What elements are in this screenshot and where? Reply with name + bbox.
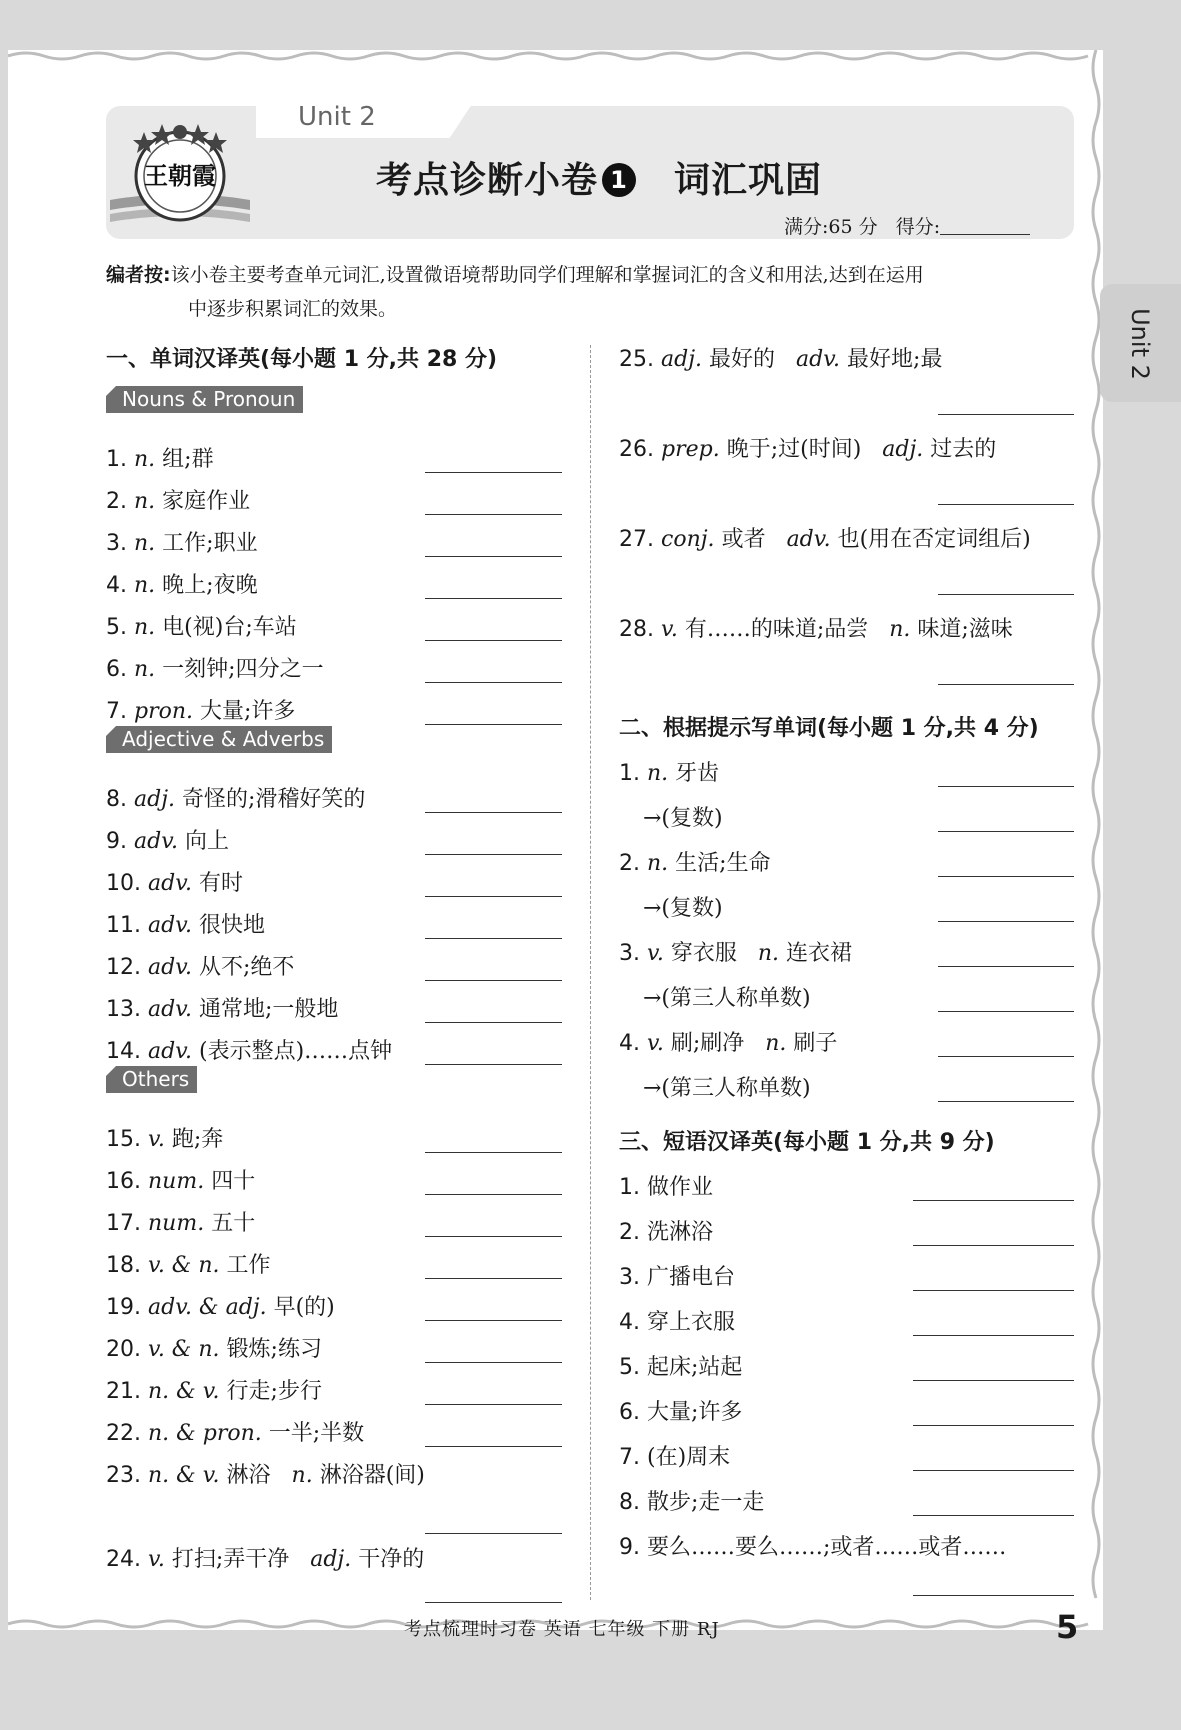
s1-item-21-number: 21. [106, 1379, 141, 1404]
s3-item-1-number: 1. [619, 1175, 640, 1200]
side-tab [1100, 284, 1181, 402]
s1-item-12-text: 从不;绝不 [199, 955, 295, 980]
s2-sub-line-3[interactable] [938, 1011, 1074, 1012]
s1-item-6-pos: n. [134, 657, 156, 682]
s3-item-1-text: 做作业 [647, 1175, 714, 1200]
s2-item-4-number: 4. [619, 1031, 640, 1056]
s1-answer-line-4[interactable] [425, 598, 562, 599]
s1-item-27-text: 或者 [721, 527, 766, 552]
s1-item-8-pos: adj. [134, 787, 176, 812]
s1-item-6-text: 一刻钟;四分之一 [162, 657, 324, 682]
s1-item-14-text: (表示整点)……点钟 [199, 1039, 393, 1064]
s1-item-21-text: 行走;步行 [226, 1379, 322, 1404]
s1-item-15-text: 跑;奔 [171, 1127, 224, 1152]
s1-answer-line-14[interactable] [425, 1064, 562, 1065]
s1-item-7-number: 7. [106, 699, 127, 724]
s1-answer-line-26[interactable] [938, 504, 1074, 505]
s1-item-5-text: 电(视)台;车站 [162, 615, 297, 640]
score-blank[interactable] [940, 216, 1030, 235]
s3-item-6 [619, 1395, 742, 1426]
s3-item-8-number: 8. [619, 1490, 640, 1515]
s2-answer-line-2[interactable] [938, 876, 1074, 877]
s1-item-10 [106, 866, 243, 897]
s1-answer-line-27[interactable] [938, 594, 1074, 595]
s3-answer-line-8[interactable] [913, 1515, 1074, 1516]
s3-answer-line-5[interactable] [913, 1380, 1074, 1381]
s3-item-7-number: 7. [619, 1445, 640, 1470]
s1-item-2-pos: n. [134, 489, 156, 514]
s1-answer-line-28[interactable] [938, 684, 1074, 685]
s1-item-15 [106, 1122, 223, 1153]
s2-answer-line-1[interactable] [938, 786, 1074, 787]
s1-item-7-text: 大量;许多 [200, 699, 296, 724]
s1-item-4-pos: n. [134, 573, 156, 598]
s1-item-3-text: 工作;职业 [162, 531, 258, 556]
s3-answer-line-3[interactable] [913, 1290, 1074, 1291]
s1-item-13-number: 13. [106, 997, 141, 1022]
s2-sub-line-4[interactable] [938, 1101, 1074, 1102]
s1-item-15-pos: v. [148, 1127, 165, 1152]
s1-item-18-pos: v. & n. [148, 1253, 220, 1278]
s1-item-23-text: 淋浴 [226, 1463, 271, 1488]
s1-item-22-pos: n. & pron. [148, 1421, 262, 1446]
s1-item-8-number: 8. [106, 787, 127, 812]
s1-item-24-pos2: adj. [310, 1547, 352, 1572]
logo-text: 王朝霞 [144, 161, 216, 190]
s1-item-23 [106, 1458, 425, 1489]
title-number-badge: 1 [602, 163, 636, 197]
s1-item-5 [106, 610, 297, 641]
editor-note-line2: 中逐步积累词汇的效果。 [188, 298, 398, 320]
s1-item-27-number: 27. [619, 527, 654, 552]
s3-item-5-number: 5. [619, 1355, 640, 1380]
s1-item-3-pos: n. [134, 531, 156, 556]
s3-answer-line-1[interactable] [913, 1200, 1074, 1201]
s1-item-23-number: 23. [106, 1463, 141, 1488]
s1-item-26-text2: 过去的 [930, 437, 997, 462]
s1-item-16 [106, 1164, 255, 1195]
s1-item-2-number: 2. [106, 489, 127, 514]
s3-answer-line-6[interactable] [913, 1425, 1074, 1426]
s3-item-4-number: 4. [619, 1310, 640, 1335]
s1-item-27 [619, 522, 1031, 553]
s3-item-1 [619, 1170, 713, 1201]
s3-item-5 [619, 1350, 742, 1381]
s2-sub-3: →(第三人称单数) [643, 986, 811, 1011]
s1-item-26-pos2: adj. [882, 437, 924, 462]
s1-item-6 [106, 652, 324, 683]
s1-item-18-number: 18. [106, 1253, 141, 1278]
s1-item-27-pos: conj. [661, 527, 715, 552]
s3-answer-line-7[interactable] [913, 1470, 1074, 1471]
s1-item-11 [106, 908, 265, 939]
s1-item-3-number: 3. [106, 531, 127, 556]
s1-answer-line-13[interactable] [425, 1022, 562, 1023]
footer-text: 考点梳理时习卷 英语 七年级 下册 RJ [404, 1619, 720, 1640]
s1-answer-line-22[interactable] [425, 1446, 562, 1447]
s3-item-4 [619, 1305, 735, 1336]
s1-item-25-pos2: adv. [796, 347, 841, 372]
s3-item-7 [619, 1440, 730, 1471]
s1-answer-line-5[interactable] [425, 640, 562, 641]
s3-item-3-number: 3. [619, 1265, 640, 1290]
s1-answer-line-2[interactable] [425, 514, 562, 515]
s2-item-2-number: 2. [619, 851, 640, 876]
s1-item-19-text: 早(的) [273, 1295, 335, 1320]
s1-item-27-text2: 也(用在否定词组后) [837, 527, 1031, 552]
s1-item-24-number: 24. [106, 1547, 141, 1572]
s1-item-10-text: 有时 [199, 871, 244, 896]
s2-sub-line-2[interactable] [938, 921, 1074, 922]
title-prefix: 考点诊断小卷 [376, 160, 599, 201]
s1-item-25-text2: 最好地;最 [847, 347, 943, 372]
s1-answer-line-3[interactable] [425, 556, 562, 557]
s2-item-1 [619, 756, 719, 787]
s1-item-26-number: 26. [619, 437, 654, 462]
s1-item-14 [106, 1034, 392, 1065]
s3-item-8 [619, 1485, 764, 1516]
s3-item-9-text: 要么……要么……;或者……或者…… [647, 1535, 1007, 1560]
s1-item-28-text2: 味道;滋味 [917, 617, 1013, 642]
s2-item-3-text2: 连衣裙 [785, 941, 852, 966]
s1-answer-line-7[interactable] [425, 724, 562, 725]
s1-item-1-text: 组;群 [162, 447, 214, 472]
s1-item-9 [106, 824, 229, 855]
s1-item-6-number: 6. [106, 657, 127, 682]
s1-item-9-pos: adv. [134, 829, 179, 854]
s1-item-23-pos: n. & v. [148, 1463, 220, 1488]
s3-item-7-text: (在)周末 [647, 1445, 731, 1470]
s1-item-28-number: 28. [619, 617, 654, 642]
s1-answer-line-20[interactable] [425, 1362, 562, 1363]
s1-item-26 [619, 432, 996, 463]
s1-item-18-text: 工作 [226, 1253, 271, 1278]
s1-answer-line-18[interactable] [425, 1278, 562, 1279]
s1-item-23-pos2: n. [291, 1463, 313, 1488]
s1-item-11-pos: adv. [148, 913, 193, 938]
page-title [376, 152, 822, 203]
s1-item-22-text: 一半;半数 [268, 1421, 365, 1446]
s1-item-28-text: 有……的味道;品尝 [684, 617, 869, 642]
full-score: 满分:65 分 [784, 216, 878, 238]
s1-item-28-pos: v. [661, 617, 678, 642]
s2-sub-2: →(复数) [643, 896, 723, 921]
category-nouns: Nouns & Pronoun [106, 386, 303, 413]
s1-answer-line-8[interactable] [425, 812, 562, 813]
s1-item-26-pos: prep. [661, 437, 720, 462]
s1-item-24-pos: v. [148, 1547, 165, 1572]
s3-item-2-text: 洗淋浴 [647, 1220, 714, 1245]
s1-answer-line-12[interactable] [425, 980, 562, 981]
s3-answer-line-4[interactable] [913, 1335, 1074, 1336]
s1-item-14-number: 14. [106, 1039, 141, 1064]
unit-label: Unit 2 [298, 102, 376, 132]
s2-item-4-pos2: n. [765, 1031, 787, 1056]
page-number: 5 [1056, 1608, 1079, 1646]
s1-item-20-number: 20. [106, 1337, 141, 1362]
s1-answer-line-21[interactable] [425, 1404, 562, 1405]
s1-item-15-number: 15. [106, 1127, 141, 1152]
s1-item-7-pos: pron. [134, 699, 194, 724]
s3-item-3-text: 广播电台 [647, 1265, 736, 1290]
s1-item-8-text: 奇怪的;滑稽好笑的 [182, 787, 366, 812]
s2-item-2 [619, 846, 771, 877]
s1-answer-line-15[interactable] [425, 1152, 562, 1153]
s1-item-14-pos: adv. [148, 1039, 193, 1064]
s1-item-24 [106, 1542, 424, 1573]
s2-item-4-text2: 刷子 [793, 1031, 838, 1056]
s1-item-21-pos: n. & v. [148, 1379, 220, 1404]
s1-item-17-number: 17. [106, 1211, 141, 1236]
s1-item-13-text: 通常地;一般地 [199, 997, 339, 1022]
s1-item-8 [106, 782, 365, 813]
s1-item-27-pos2: adv. [786, 527, 831, 552]
s1-answer-line-24[interactable] [425, 1602, 562, 1603]
s1-answer-line-19[interactable] [425, 1320, 562, 1321]
s2-sub-1: →(复数) [643, 806, 723, 831]
s1-item-12-pos: adv. [148, 955, 193, 980]
s2-sub-4: →(第三人称单数) [643, 1076, 811, 1101]
column-divider [590, 345, 591, 1600]
category-adjectives: Adjective & Adverbs [106, 726, 332, 753]
s1-item-16-number: 16. [106, 1169, 141, 1194]
score-label: 得分: [895, 216, 941, 238]
s2-item-4-pos: v. [647, 1031, 664, 1056]
s1-item-25 [619, 342, 942, 373]
s1-answer-line-17[interactable] [425, 1236, 562, 1237]
s1-item-17 [106, 1206, 255, 1237]
s1-item-16-text: 四十 [211, 1169, 256, 1194]
s1-item-5-pos: n. [134, 615, 156, 640]
s2-item-4 [619, 1026, 837, 1057]
s1-item-19 [106, 1290, 335, 1321]
s1-answer-line-1[interactable] [425, 472, 562, 473]
s1-item-12-number: 12. [106, 955, 141, 980]
editor-note-label: 编者按: [106, 264, 171, 286]
s3-answer-line-9[interactable] [913, 1595, 1074, 1596]
s2-item-3 [619, 936, 852, 967]
s1-item-19-number: 19. [106, 1295, 141, 1320]
s1-answer-line-10[interactable] [425, 896, 562, 897]
s1-item-7 [106, 694, 295, 725]
s1-item-17-text: 五十 [211, 1211, 256, 1236]
s2-item-4-text: 刷;刷净 [670, 1031, 745, 1056]
side-tab-label: Unit 2 [1126, 308, 1154, 380]
title-suffix: 词汇巩固 [674, 160, 823, 201]
s3-item-2-number: 2. [619, 1220, 640, 1245]
s1-item-9-number: 9. [106, 829, 127, 854]
logo-seal [110, 118, 250, 233]
section3-title: 三、短语汉译英(每小题 1 分,共 9 分) [619, 1130, 995, 1155]
s1-answer-line-23[interactable] [425, 1533, 562, 1534]
s1-item-11-text: 很快地 [199, 913, 266, 938]
s1-answer-line-25[interactable] [938, 414, 1074, 415]
s1-item-25-text: 最好的 [709, 347, 776, 372]
s1-item-4-number: 4. [106, 573, 127, 598]
s1-item-18 [106, 1248, 271, 1279]
s1-item-3 [106, 526, 258, 557]
s2-item-3-number: 3. [619, 941, 640, 966]
s1-item-10-pos: adv. [148, 871, 193, 896]
s1-item-23-text2: 淋浴器(间) [319, 1463, 425, 1488]
s1-item-25-pos: adj. [661, 347, 703, 372]
s1-item-28 [619, 612, 1013, 643]
editor-note [106, 258, 1076, 326]
s1-item-21 [106, 1374, 322, 1405]
editor-note-line1: 该小卷主要考查单元词汇,设置微语境帮助同学们理解和掌握词汇的含义和用法,达到在运用 [170, 264, 924, 286]
s1-item-25-number: 25. [619, 347, 654, 372]
s1-item-1-number: 1. [106, 447, 127, 472]
s2-item-2-pos: n. [647, 851, 669, 876]
s2-item-3-pos2: n. [757, 941, 779, 966]
s3-item-6-number: 6. [619, 1400, 640, 1425]
s3-item-8-text: 散步;走一走 [647, 1490, 765, 1515]
s1-item-17-pos: num. [148, 1211, 205, 1236]
s1-item-2-text: 家庭作业 [162, 489, 251, 514]
s1-item-24-text: 打扫;弄干净 [171, 1547, 290, 1572]
s1-item-19-pos: adv. & adj. [148, 1295, 267, 1320]
s1-item-24-text2: 干净的 [358, 1547, 425, 1572]
s2-item-1-text: 牙齿 [675, 761, 720, 786]
s2-item-1-pos: n. [647, 761, 669, 786]
s1-item-20-pos: v. & n. [148, 1337, 220, 1362]
s3-item-9 [619, 1530, 1006, 1561]
s1-item-26-text: 晚于;过(时间) [726, 437, 862, 462]
s3-item-3 [619, 1260, 735, 1291]
s2-answer-line-3[interactable] [938, 966, 1074, 967]
s1-item-20 [106, 1332, 322, 1363]
s1-item-9-text: 向上 [185, 829, 230, 854]
s1-item-4-text: 晚上;夜晚 [162, 573, 258, 598]
s2-item-3-text: 穿衣服 [670, 941, 737, 966]
s1-answer-line-6[interactable] [425, 682, 562, 683]
s2-item-1-number: 1. [619, 761, 640, 786]
s1-answer-line-11[interactable] [425, 938, 562, 939]
s3-item-9-number: 9. [619, 1535, 640, 1560]
section2-title: 二、根据提示写单词(每小题 1 分,共 4 分) [619, 716, 1039, 741]
s1-item-13 [106, 992, 338, 1023]
s1-item-16-pos: num. [148, 1169, 205, 1194]
s1-item-28-pos2: n. [889, 617, 911, 642]
s1-answer-line-9[interactable] [425, 854, 562, 855]
score-line [784, 212, 1030, 239]
s1-item-10-number: 10. [106, 871, 141, 896]
s2-answer-line-4[interactable] [938, 1056, 1074, 1057]
s1-item-13-pos: adv. [148, 997, 193, 1022]
s3-item-2 [619, 1215, 713, 1246]
s3-item-4-text: 穿上衣服 [647, 1310, 736, 1335]
s1-item-1 [106, 442, 214, 473]
s1-item-4 [106, 568, 258, 599]
s1-item-11-number: 11. [106, 913, 141, 938]
s1-item-5-number: 5. [106, 615, 127, 640]
s1-item-20-text: 锻炼;练习 [226, 1337, 322, 1362]
category-others: Others [106, 1066, 197, 1093]
s1-item-1-pos: n. [134, 447, 156, 472]
s2-sub-line-1[interactable] [938, 831, 1074, 832]
s1-item-2 [106, 484, 250, 515]
s2-item-2-text: 生活;生命 [675, 851, 771, 876]
s1-item-22 [106, 1416, 364, 1447]
s1-answer-line-16[interactable] [425, 1194, 562, 1195]
s1-item-22-number: 22. [106, 1421, 141, 1446]
s3-answer-line-2[interactable] [913, 1245, 1074, 1246]
s3-item-6-text: 大量;许多 [647, 1400, 743, 1425]
s3-item-5-text: 起床;站起 [647, 1355, 743, 1380]
s2-item-3-pos: v. [647, 941, 664, 966]
section1-title: 一、单词汉译英(每小题 1 分,共 28 分) [106, 347, 498, 372]
s1-item-12 [106, 950, 294, 981]
